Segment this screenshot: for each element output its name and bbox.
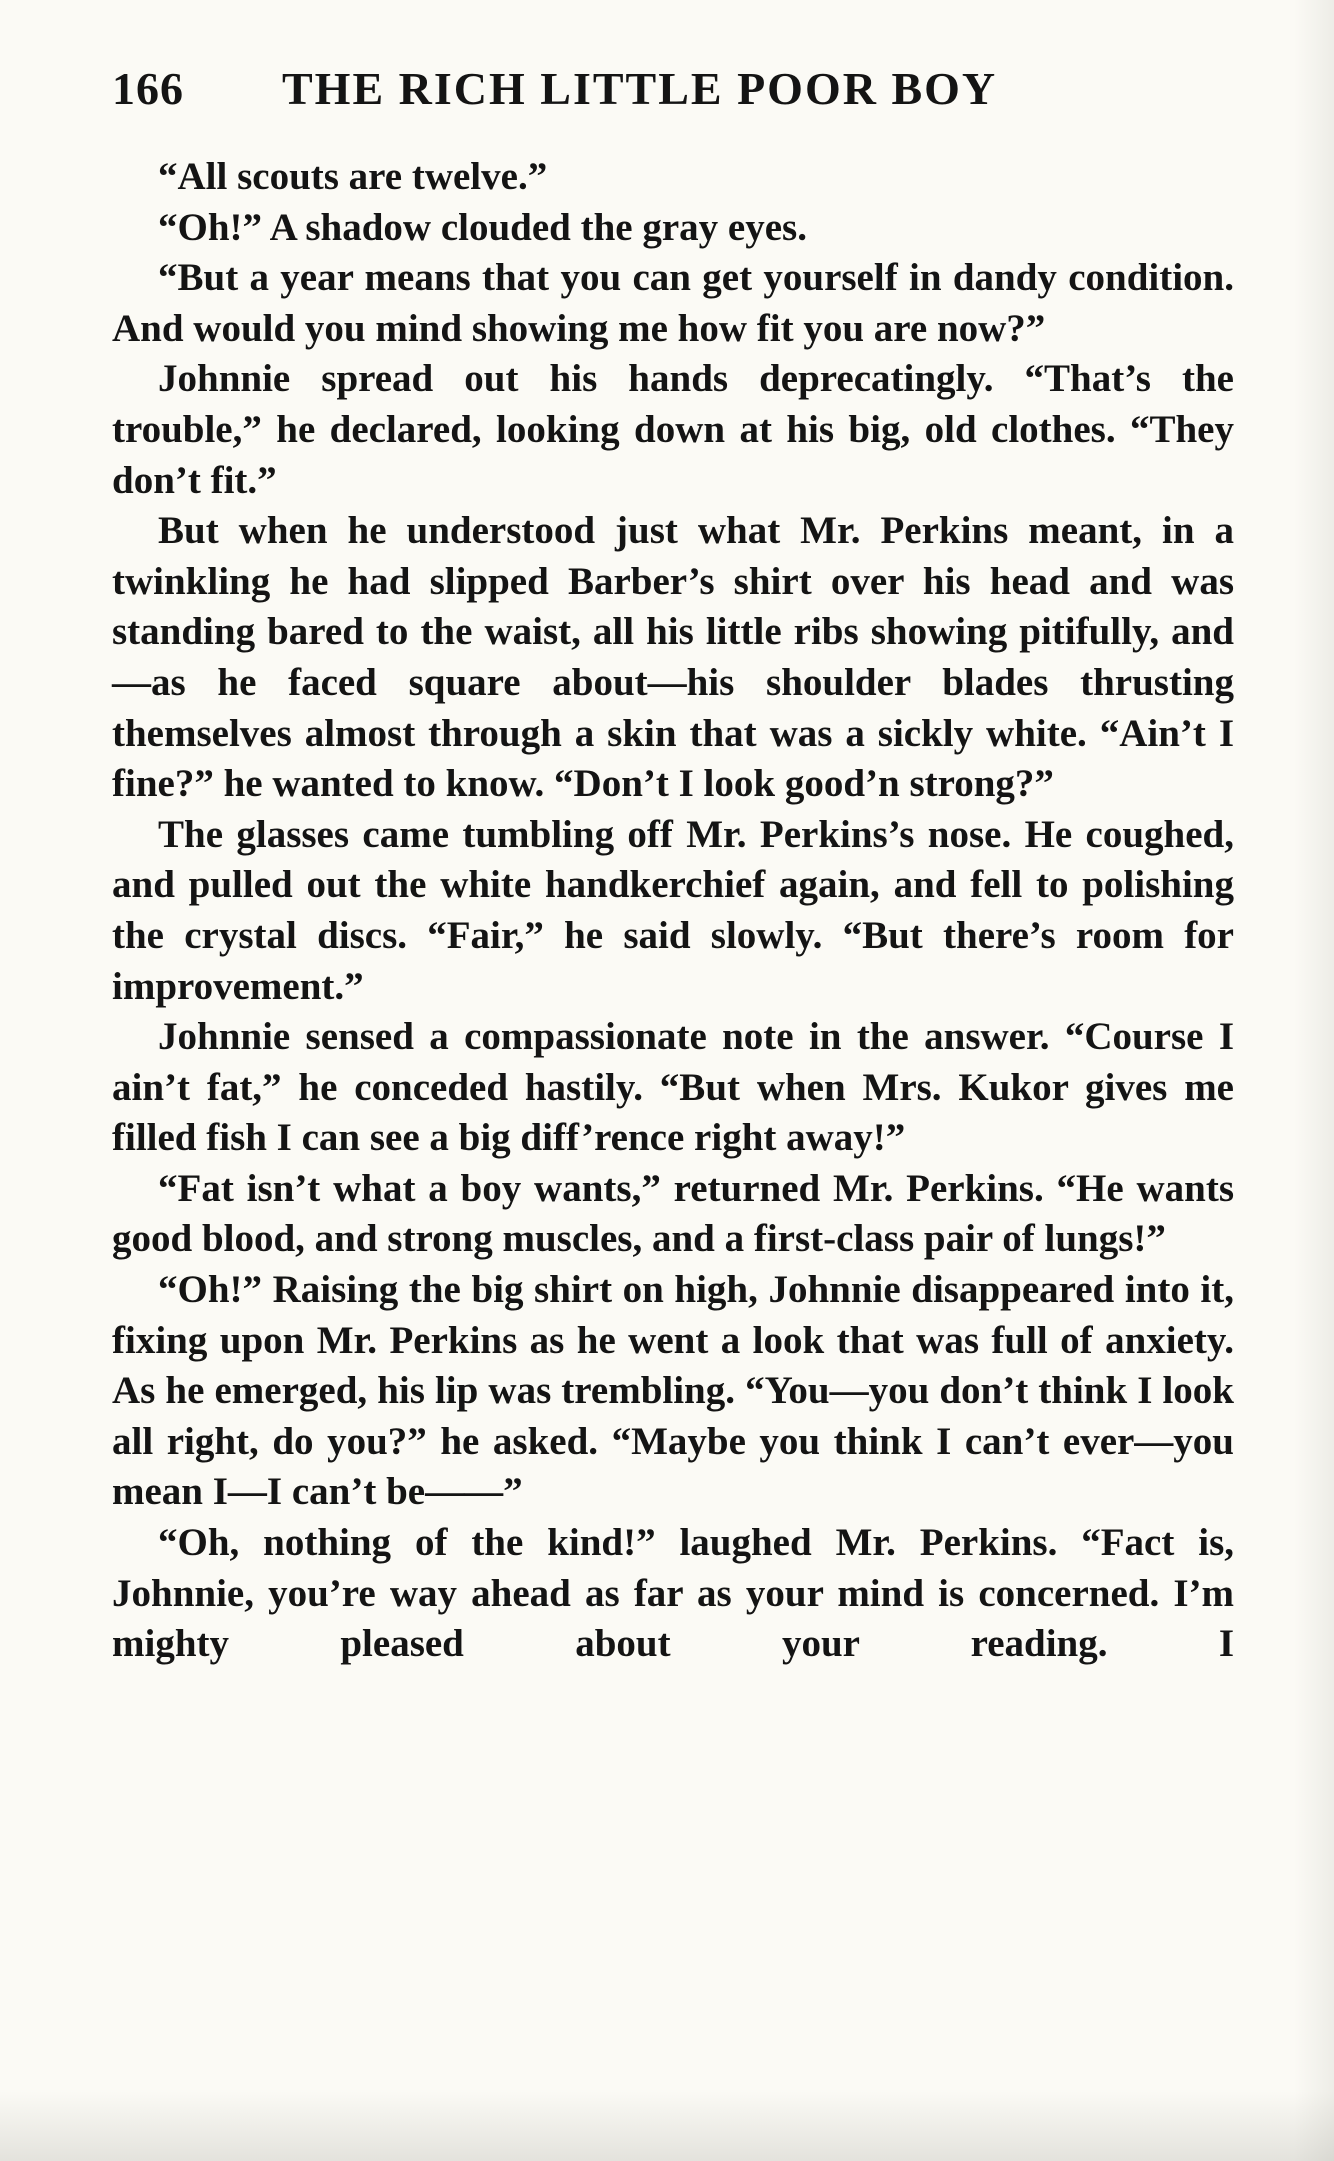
paragraph: “All scouts are twelve.” <box>158 155 548 198</box>
paragraph: “Oh, nothing of the kind!” laughed Mr. Perkins. “Fact is, Johnnie, you’re way ahead as far as your mind is concerned. I’m mighty pleased about your reading. I <box>112 1521 1234 1666</box>
page-number: 166 <box>112 63 184 114</box>
scan-smudge <box>0 2091 1334 2161</box>
paragraph: Johnnie sensed a compassionate note in the answer. “Course I ain’t fat,” he conceded hastily. “But when Mrs. Kukor gives me filled fish I can see a big diff’rence right away!” <box>112 1015 1234 1160</box>
scan-edge <box>1294 0 1334 2161</box>
book-title: THE RICH LITTLE POOR BOY <box>282 63 998 114</box>
body-text <box>112 152 1234 1670</box>
paragraph: “But a year means that you can get yourself in dandy condition. And would you mind showing me how fit you are now?” <box>112 256 1234 350</box>
paragraph: Johnnie spread out his hands deprecatingly. “That’s the trouble,” he declared, looking down at his big, old clothes. “They don’t fit.” <box>112 357 1234 502</box>
paragraph: The glasses came tumbling off Mr. Perkins’s nose. He coughed, and pulled out the white handkerchief again, and fell to polishing the crystal discs. “Fair,” he said slowly. “But there’s room for improvement.” <box>112 812 1234 1008</box>
paragraph: But when he understood just what Mr. Perkins meant, in a twinkling he had slipped Barber’s shirt over his head and was standing bared to the waist, all his little ribs showing pitifully, and—as he faced square about—his shoulder blades thrusting themselves almost through a skin that was a sickly white. “Ain’t I fine?” he wanted to know. “Don’t I look good’n strong?” <box>112 509 1234 806</box>
paragraph: “Oh!” A shadow clouded the gray eyes. <box>158 205 807 249</box>
paragraph: “Fat isn’t what a boy wants,” returned Mr. Perkins. “He wants good blood, and strong muscles, and a first-class pair of lungs!” <box>112 1166 1234 1261</box>
running-head <box>112 62 1234 126</box>
paragraph: “Oh!” Raising the big shirt on high, Johnnie disappeared into it, fixing upon Mr. Perkins as he went a look that was full of anxiety. As he emerged, his lip was trembling. “You—you don’t think I look all right, do you?” he asked. “Maybe you think I can’t ever—you mean I—I can’t be——” <box>112 1268 1234 1514</box>
